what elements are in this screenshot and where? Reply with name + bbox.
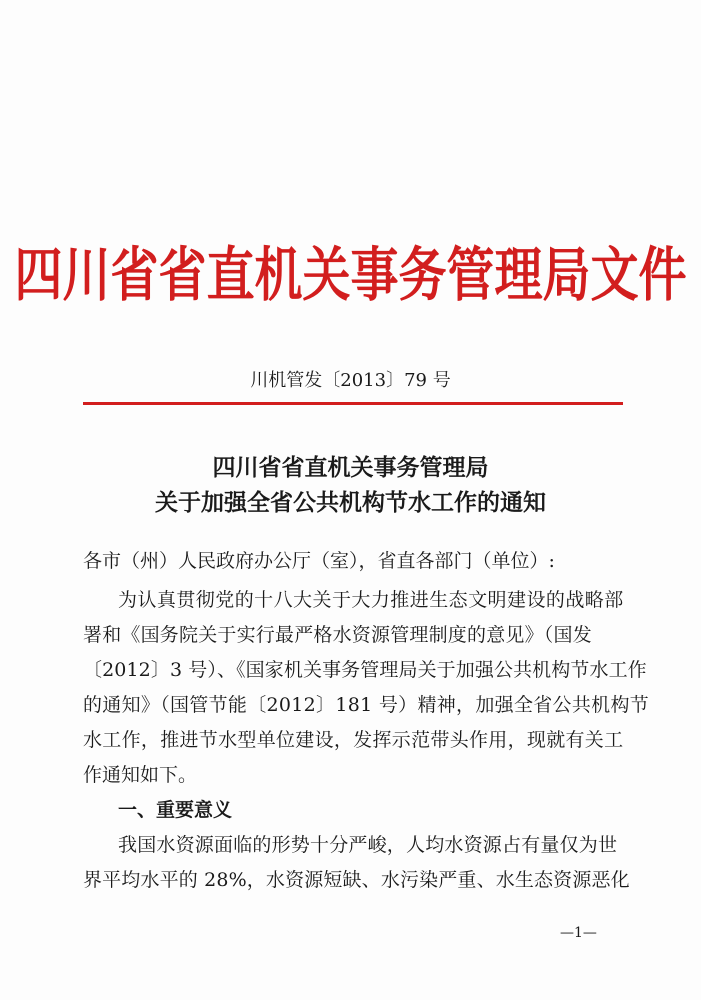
red-separator-line [83, 402, 623, 405]
paragraph-1-line-2: 署和《国务院关于实行最严格水资源管理制度的意见》（国发 [83, 624, 592, 646]
paragraph-1-line-4: 的通知》（国管节能〔2012〕181 号）精神，加强全省公共机构节 [83, 694, 650, 716]
paragraph-2-line-2: 界平均水平的 28%，水资源短缺、水污染严重、水生态资源恶化 [83, 869, 630, 891]
paragraph-1-line-5: 水工作，推进节水型单位建设，发挥示范带头作用，现就有关工 [83, 729, 624, 751]
notice-title-line-1: 四川省省直机关事务管理局 [212, 454, 489, 481]
paragraph-1-line-6: 作通知如下。 [83, 764, 198, 786]
section-heading-significance: 一、重要意义 [118, 799, 233, 821]
notice-title-line-2: 关于加强全省公共机构节水工作的通知 [155, 489, 546, 516]
page-number: —1— [560, 925, 597, 941]
issuer-header-title: 四川省省直机关事务管理局文件 [14, 241, 687, 310]
salutation: 各市（州）人民政府办公厅（室），省直各部门（单位）: [83, 550, 555, 572]
document-number: 川机管发〔2013〕79 号 [250, 370, 451, 391]
paragraph-2-line-1: 我国水资源面临的形势十分严峻，人均水资源占有量仅为世 [118, 834, 618, 856]
paragraph-1-line-3: 〔2012〕3 号）、《国家机关事务管理局关于加强公共机构节水工作 [83, 659, 647, 681]
paragraph-1-line-1: 为认真贯彻党的十八大关于大力推进生态文明建设的战略部 [118, 589, 624, 611]
